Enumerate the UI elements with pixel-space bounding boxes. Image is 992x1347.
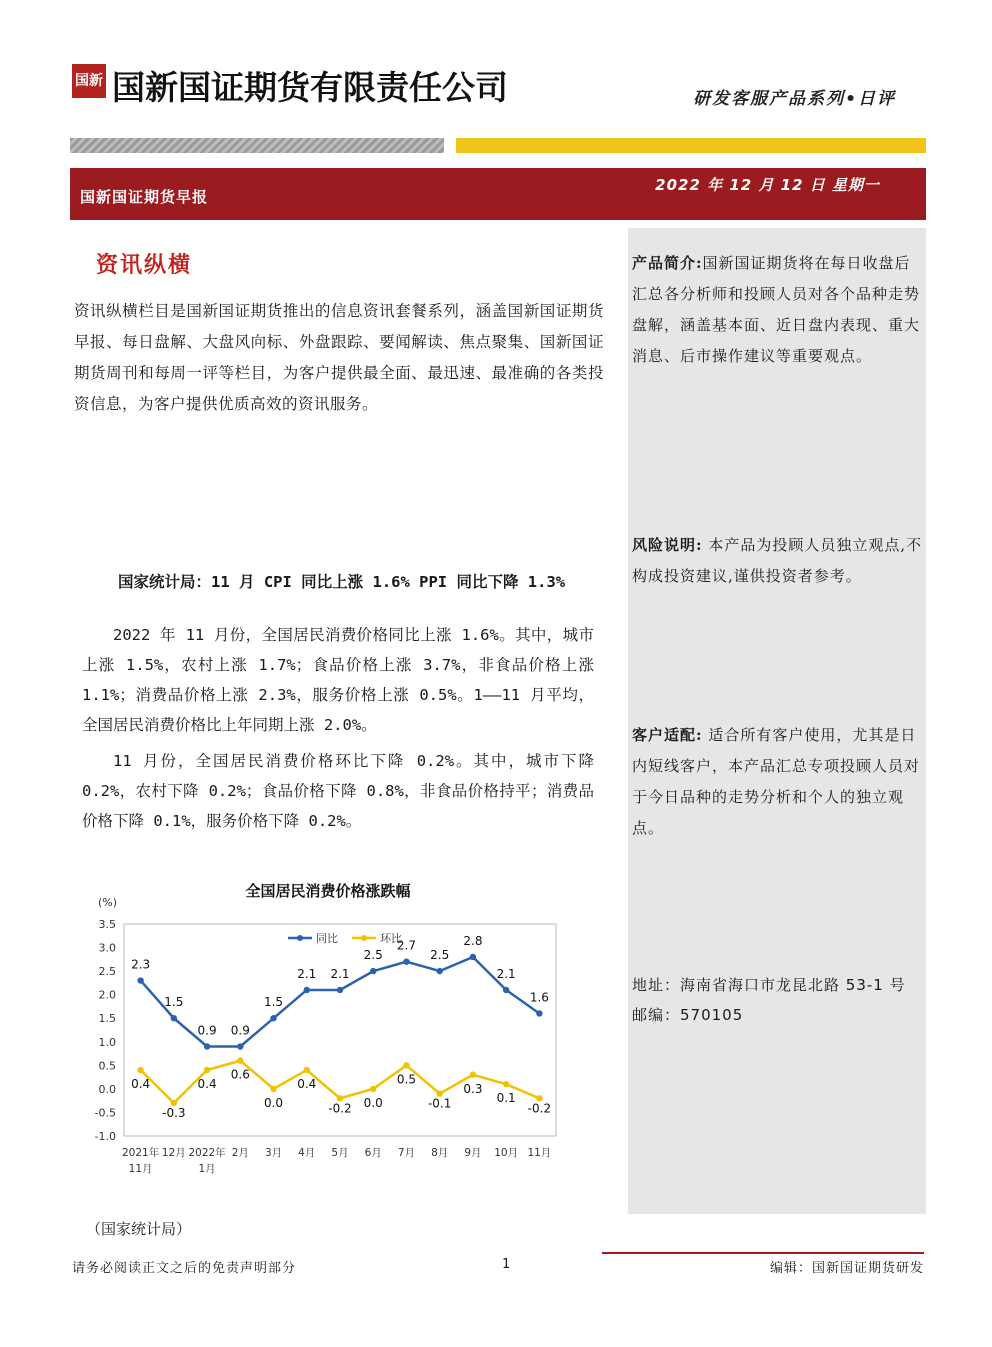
data-point [237,1043,243,1049]
client-fit-label: 客户适配: [632,726,703,744]
data-label: 0.4 [131,1077,151,1092]
data-point [304,1067,310,1073]
x-tick-label: 1月 [198,1163,216,1175]
y-tick-label: 0.0 [98,1082,116,1096]
x-tick-label: 10月 [494,1147,519,1159]
y-tick-label: 1.5 [98,1012,116,1026]
decorative-stripe-grey [70,138,444,153]
legend-marker-mom [361,935,367,941]
data-label: 2.5 [363,948,383,963]
x-tick-label: 11月 [527,1147,552,1159]
report-title: 国新国证期货早报 [80,188,209,206]
data-point [503,1081,509,1087]
news-paragraph-2: 11 月份，全国居民消费价格环比下降 0.2%。其中，城市下降 0.2%，农村下降 0.2%；食品价格下降 0.8%，非食品价格持平；消费品价格下降 0.1%，服务价格下降 0.2%。 [82,752,594,830]
y-tick-label: -0.5 [94,1106,116,1120]
client-fit-text: 适合所有客户使用，尤其是日内短线客户，本产品汇总专项投顾人员对于今日品种的走势分析和个人的独立观点。 [632,726,921,837]
data-point [503,987,509,993]
data-point [270,1015,276,1021]
data-point [370,1086,376,1092]
x-tick-label: 8月 [431,1147,449,1159]
data-label: 0.5 [396,1072,417,1087]
data-point [237,1057,243,1063]
x-tick-label: 2月 [231,1147,249,1159]
legend-marker-yoy [297,935,303,941]
address: 地址：海南省海口市龙昆北路 53-1 号 [632,976,906,994]
data-point [171,1015,177,1021]
data-label: 1.6 [529,990,549,1005]
data-label: 0.0 [263,1095,284,1110]
data-point [403,1062,409,1068]
data-label: -0.3 [162,1106,186,1121]
x-tick-label: 4月 [298,1147,316,1159]
data-label: 0.9 [197,1023,217,1038]
data-point [304,987,310,993]
cpi-chart-svg [88,868,568,1188]
legend-label-mom: 环比 [380,932,402,945]
news-paragraph-1: 2022 年 11 月份，全国居民消费价格同比上涨 1.6%。其中，城市上涨 1.5%，农村上涨 1.7%；食品价格上涨 3.7%，非食品价格上涨 1.1%；消费品价格上涨 2.3%，服务价格上涨 0.5%。1——11 月平均，全国居民消费价格比上年同期上涨 2.0%。 [82,626,594,734]
data-label: 2.1 [330,966,350,981]
data-point [370,968,376,974]
data-label: -0.2 [527,1101,552,1116]
x-tick-label: 6月 [364,1147,382,1159]
data-label: -0.1 [427,1096,452,1111]
chart-title: 全国居民消费价格涨跌幅 [245,882,411,900]
sidebar [628,228,926,1214]
footer-rule [602,1252,924,1254]
data-label: 0.0 [363,1095,383,1110]
data-point [436,968,442,974]
decorative-stripe-yellow [456,138,926,153]
data-point [536,1010,542,1016]
data-point [204,1067,210,1073]
y-tick-label: -1.0 [94,1130,116,1143]
data-point [337,987,343,993]
data-label: 1.5 [263,995,284,1010]
x-tick-label: 7月 [397,1147,416,1159]
y-tick-label: 1.0 [98,1035,116,1049]
data-label: 2.1 [496,966,516,981]
legend-label-yoy: 同比 [316,932,338,945]
risk-text: 本产品为投顾人员独立观点,不构成投资建议,谨供投资者参考。 [632,536,923,585]
chart-y-unit: (%) [98,896,118,909]
data-point [470,1072,476,1078]
data-label: 2.1 [297,966,317,981]
x-tick-label: 5月 [331,1147,349,1159]
page-number: 1 [502,1257,511,1272]
x-tick-label: 9月 [464,1147,482,1159]
data-label: 2.8 [463,933,483,948]
x-tick-label: 3月 [264,1147,283,1159]
risk-label: 风险说明: [632,536,703,554]
title-band [70,168,926,220]
data-point [137,1067,143,1073]
report-series: 研发客服产品系列•日评 [693,89,896,109]
y-tick-label: 0.5 [98,1059,116,1073]
data-label: 2.5 [430,948,450,963]
sidebar-contact [632,970,924,1030]
data-label: 0.6 [230,1067,250,1082]
y-tick-label: 3.0 [98,941,116,955]
footer-disclaimer: 请务必阅读正文之后的免责声明部分 [72,1261,297,1276]
y-tick-label: 2.0 [98,988,116,1002]
product-intro-text: 国新国证期货将在每日收盘后汇总各分析师和投顾人员对各个品种走势盘解，涵盖基本面、近日盘内表现、重大消息、后市操作建议等重要观点。 [632,254,921,365]
data-label: 0.3 [463,1081,483,1096]
y-tick-label: 3.5 [98,918,116,931]
company-logo: 国新 [72,64,106,98]
sidebar-product-intro [632,248,924,372]
data-label: 2.7 [396,938,417,953]
news-headline: 国家统计局：11 月 CPI 同比上涨 1.6% PPI 同比下降 1.3% [118,573,566,591]
company-name: 国新国证期货有限责任公司 [112,68,508,107]
report-date: 2022 年 12 月 12 日 星期一 [655,176,880,194]
footer-editor: 编辑：国新国证期货研发 [769,1261,924,1276]
data-point [137,977,143,983]
data-point [204,1043,210,1049]
postcode: 邮编：570105 [632,1006,744,1024]
source-note: （国家统计局） [86,1220,192,1238]
x-tick-label: 11月 [128,1163,153,1175]
x-tick-label: 2021年 [121,1147,160,1159]
data-label: 2.3 [131,957,151,972]
sidebar-client-fit [632,720,924,844]
sidebar-risk-note [632,530,924,592]
cpi-chart [88,868,568,1188]
data-label: 0.9 [230,1023,250,1038]
intro-paragraph: 资讯纵横栏目是国新国证期货推出的信息资讯套餐系列，涵盖国新国证期货早报、每日盘解、大盘风向标、外盘跟踪、要闻解读、焦点聚集、国新国证期货周刊和每周一评等栏目，为客户提供最全面、最迅速、最准确的各类投资信息，为客户提供优质高效的资讯服务。 [74,302,604,413]
data-label: 0.4 [297,1077,317,1092]
data-label: 0.4 [197,1077,217,1092]
data-point [270,1086,276,1092]
data-point [470,954,476,960]
x-tick-label: 2022年 [188,1147,226,1159]
data-label: 0.1 [496,1091,516,1106]
data-label: 1.5 [164,995,184,1010]
section-title: 资讯纵横 [96,252,193,278]
x-tick-label: 12月 [161,1147,186,1159]
data-point [403,958,409,964]
y-tick-label: 2.5 [98,965,116,979]
product-intro-label: 产品简介: [632,254,703,272]
data-label: -0.2 [328,1101,352,1116]
